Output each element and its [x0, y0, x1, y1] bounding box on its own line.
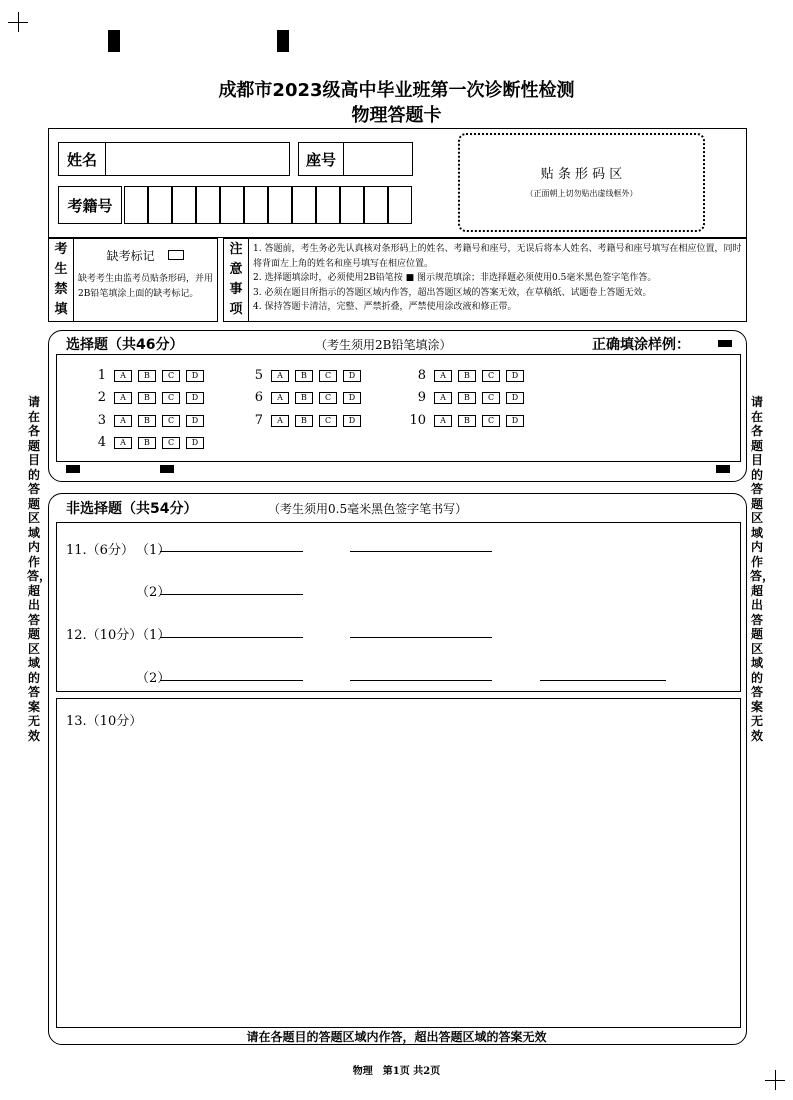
exam-id-digit-box[interactable] [388, 186, 412, 224]
option-bubble-c[interactable]: C [162, 370, 180, 382]
q12-sub2-label: （2） [136, 671, 171, 686]
option-bubble-d[interactable]: D [343, 370, 361, 382]
notice-item: 1. 答题前，考生务必先认真核对条形码上的姓名、考籍号和座号，无误后将本人姓名、考籍号和座号填写在相应位置，同时将背面左上角的姓名和座号填写在相应位置。 [253, 244, 742, 269]
exam-id-digit-box[interactable] [172, 186, 196, 224]
timing-mark [716, 465, 730, 473]
timing-mark [108, 30, 120, 52]
name-label: 姓名 [59, 143, 106, 175]
option-bubble-b[interactable]: B [295, 392, 313, 404]
question-number: 2 [97, 390, 106, 405]
exam-id-digit-box[interactable] [124, 186, 148, 224]
barcode-area [458, 133, 705, 232]
option-bubble-d[interactable]: D [506, 415, 524, 427]
option-bubble-b[interactable]: B [295, 415, 313, 427]
option-bubble-c[interactable]: C [319, 370, 337, 382]
exam-id-digit-box[interactable] [292, 186, 316, 224]
choice-title: 选择题（共46分） [66, 337, 184, 353]
q12-2-blank-a[interactable] [160, 680, 303, 681]
nonchoice-title: 非选择题（共54分） [66, 501, 198, 517]
option-bubble-a[interactable]: A [114, 415, 132, 427]
question-number: 3 [97, 413, 106, 428]
option-bubble-a[interactable]: A [114, 437, 132, 449]
option-bubble-b[interactable]: B [458, 370, 476, 382]
option-bubble-c[interactable]: C [319, 392, 337, 404]
option-bubble-d[interactable]: D [343, 415, 361, 427]
option-bubble-b[interactable]: B [138, 370, 156, 382]
choice-question [88, 413, 210, 428]
exam-id-digit-box[interactable] [196, 186, 220, 224]
side-warning-right: 请在各题目的答题区域内作答，超出答题区域的答案无效 [750, 395, 775, 743]
q11-1-blank-a[interactable] [160, 551, 303, 552]
option-bubble-a[interactable]: A [434, 370, 452, 382]
q12-label: 12.（10分） [66, 628, 143, 643]
q12-2-blank-c[interactable] [540, 680, 666, 681]
q11-2-blank[interactable] [160, 594, 303, 595]
notice-item: 3. 必须在题目所指示的答题区域内作答，超出答题区域的答案无效，在草稿纸、试题卷上答题无效。 [253, 287, 652, 298]
absent-section [48, 238, 218, 322]
absent-note: 缺考考生由监考员贴条形码，并用2B铅笔填涂上面的缺考标记。 [78, 274, 214, 299]
option-bubble-b[interactable]: B [458, 392, 476, 404]
option-bubble-a[interactable]: A [271, 370, 289, 382]
option-bubble-b[interactable]: B [295, 370, 313, 382]
seat-label: 座号 [299, 143, 344, 175]
notice-section [223, 238, 747, 322]
sample-label: 正确填涂样例： [592, 337, 690, 353]
choice-question [408, 368, 530, 383]
exam-id-digit-box[interactable] [316, 186, 340, 224]
notice-item: 2. 选择题填涂时，必须使用2B铅笔按 ■ 图示规范填涂；非选择题必须使用0.5毫米黑色签字笔作答。 [253, 273, 657, 283]
option-bubble-d[interactable]: D [506, 370, 524, 382]
name-field[interactable] [58, 142, 290, 176]
timing-mark [160, 465, 174, 473]
q12-1-blank-b[interactable] [350, 637, 492, 638]
choice-question [88, 390, 210, 405]
question-number: 4 [97, 435, 106, 450]
option-bubble-d[interactable]: D [506, 392, 524, 404]
option-bubble-c[interactable]: C [319, 415, 337, 427]
q11-1-blank-b[interactable] [350, 551, 492, 552]
question-number: 1 [97, 368, 106, 383]
timing-mark [277, 30, 289, 52]
barcode-title: 贴 条 形 码 区 [540, 167, 623, 182]
page-subtitle: 物理答题卡 [351, 105, 442, 126]
exam-id-digit-box[interactable] [364, 186, 388, 224]
option-bubble-b[interactable]: B [138, 392, 156, 404]
choice-question [408, 413, 530, 428]
option-bubble-b[interactable]: B [138, 415, 156, 427]
exam-id-boxes[interactable] [124, 186, 412, 224]
nonchoice-instruction: （考生须用0.5毫米黑色签字笔书写） [268, 502, 468, 516]
exam-id-digit-box[interactable] [340, 186, 364, 224]
choice-instruction: （考生须用2B铅笔填涂） [315, 338, 452, 352]
notice-side-label: 注意事项 [224, 239, 249, 321]
q11-sub1-label: （1） [136, 543, 171, 558]
choice-question [245, 390, 367, 405]
timing-mark [66, 465, 80, 473]
option-bubble-c[interactable]: C [482, 370, 500, 382]
crosshair-top-left-v [18, 12, 19, 32]
option-bubble-c[interactable]: C [162, 392, 180, 404]
exam-id-digit-box[interactable] [268, 186, 292, 224]
option-bubble-a[interactable]: A [434, 415, 452, 427]
side-warning-left: 请在各题目的答题区域内作答，超出答题区域的答案无效 [27, 395, 52, 743]
option-bubble-a[interactable]: A [271, 415, 289, 427]
option-bubble-c[interactable]: C [482, 415, 500, 427]
q12-1-blank-a[interactable] [160, 637, 303, 638]
question-number: 10 [409, 413, 426, 428]
answer-area-13[interactable] [56, 698, 741, 1028]
q12-sub1-label: （1） [136, 628, 171, 643]
option-bubble-c[interactable]: C [162, 437, 180, 449]
choice-question [245, 413, 367, 428]
absent-mark-label: 缺考标记 [106, 249, 155, 263]
q11-label: 11.（6分） [66, 543, 134, 558]
question-number: 5 [254, 368, 263, 383]
bottom-warning: 请在各题目的答题区域内作答，超出答题区域的答案无效 [246, 1030, 547, 1044]
option-bubble-d[interactable]: D [343, 392, 361, 404]
q11-sub2-label: （2） [136, 585, 171, 600]
q12-2-blank-b[interactable] [350, 680, 492, 681]
exam-id-digit-box[interactable] [148, 186, 172, 224]
page-footer: 物理 第1页 共2页 [352, 1066, 441, 1077]
option-bubble-a[interactable]: A [271, 392, 289, 404]
q13-label: 13.（10分） [66, 714, 143, 729]
absent-checkbox[interactable] [168, 250, 184, 260]
question-number: 8 [417, 368, 426, 383]
option-bubble-d[interactable]: D [186, 415, 204, 427]
choice-question [88, 435, 210, 450]
choice-question [408, 390, 530, 405]
seat-field[interactable] [298, 142, 413, 176]
option-bubble-d[interactable]: D [186, 370, 204, 382]
option-bubble-a[interactable]: A [434, 392, 452, 404]
option-bubble-d[interactable]: D [186, 437, 204, 449]
option-bubble-a[interactable]: A [114, 370, 132, 382]
barcode-note: （正面朝上切勿贴出虚线框外） [525, 189, 638, 198]
question-number: 7 [254, 413, 263, 428]
option-bubble-c[interactable]: C [162, 415, 180, 427]
exam-id-digit-box[interactable] [220, 186, 244, 224]
sample-filled-mark [718, 340, 732, 347]
page-title: 成都市2023级高中毕业班第一次诊断性检测 [218, 80, 575, 101]
absent-side-label: 考生禁填 [49, 239, 74, 321]
option-bubble-d[interactable]: D [186, 392, 204, 404]
question-number: 9 [417, 390, 426, 405]
choice-question [245, 368, 367, 383]
option-bubble-c[interactable]: C [482, 392, 500, 404]
choice-question [88, 368, 210, 383]
option-bubble-a[interactable]: A [114, 392, 132, 404]
question-number: 6 [254, 390, 263, 405]
option-bubble-b[interactable]: B [138, 437, 156, 449]
exam-id-digit-box[interactable] [244, 186, 268, 224]
notice-item: 4. 保持答题卡清洁，完整、严禁折叠，严禁使用涂改液和修正带。 [253, 302, 517, 312]
exam-id-label: 考籍号 [58, 186, 122, 224]
option-bubble-b[interactable]: B [458, 415, 476, 427]
